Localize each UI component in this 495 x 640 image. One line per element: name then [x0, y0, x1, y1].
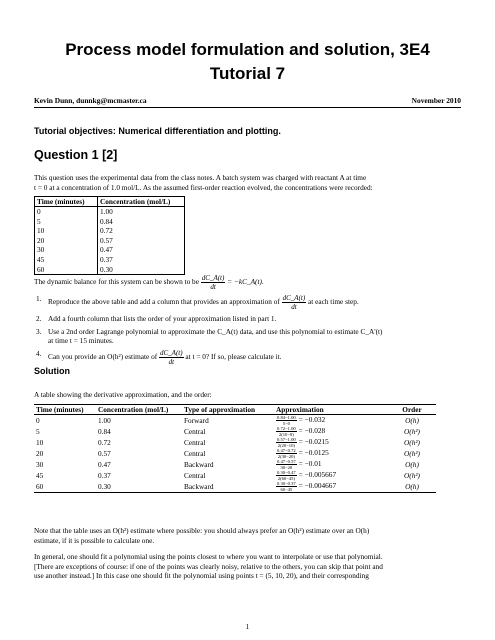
table-cell: 1.00: [98, 207, 185, 217]
tutorial-objectives: Tutorial objectives: Numerical differentiation and plotting.: [34, 126, 281, 136]
document-title: Process model formulation and solution, 3E4: [65, 40, 430, 59]
approximation-value: = −0.032: [298, 415, 326, 425]
note-line-2: estimate, if it is possible to calculate one.: [34, 535, 155, 545]
item-fraction-den: dt: [168, 357, 175, 366]
table-row: [35, 226, 185, 236]
approximation-cell: [274, 415, 390, 427]
table-row: [34, 415, 436, 427]
approximation-fraction: [276, 481, 297, 492]
question-intro: [34, 173, 462, 192]
fraction-denominator: 2(60−45): [277, 476, 295, 481]
item-fraction-den: dt: [291, 303, 297, 311]
balance-fraction: [201, 274, 226, 291]
table-cell: 30: [35, 245, 98, 255]
table-cell: 10: [35, 226, 98, 236]
question-item-list: [34, 294, 462, 366]
item-text-continued: at time t = 15 minutes.: [48, 336, 114, 346]
fraction-denominator: 30−20: [280, 465, 293, 470]
table-cell: 0.30: [98, 265, 185, 275]
table-header-cell: Approximation: [274, 405, 390, 415]
approximation-value: = −0.0125: [298, 448, 329, 458]
balance-prefix: The dynamic balance for this system can be shown to be: [34, 277, 199, 287]
fraction-numerator: 0.47−0.72: [277, 448, 296, 453]
table-cell: 0.47: [98, 245, 185, 255]
table-row: [34, 481, 436, 493]
item-number: 3.: [36, 326, 42, 336]
fraction-denominator: 5−0: [282, 421, 290, 426]
item-fraction-num: dC_A(t): [282, 294, 306, 302]
balance-suffix: = −kC_A(t).: [227, 277, 264, 287]
question-intro-line-2: t = 0 at a concentration of 1.0 mol/L. As the assumed first-order reaction evolved, the concentrations were recorded:: [34, 182, 373, 192]
table-cell: 0.84: [98, 217, 185, 227]
order-cell: O(h): [405, 459, 419, 469]
table-header-cell: Time (minutes): [34, 405, 96, 415]
table-header-row: [34, 405, 436, 415]
table-row: [35, 245, 185, 255]
table-cell: 60: [35, 265, 98, 275]
table-header-cell: Time (minutes): [35, 197, 98, 207]
question-item: [34, 294, 462, 311]
order-cell: O(h²): [404, 448, 420, 458]
approximation-cell: [274, 448, 390, 459]
concentration-cell: 0.72: [98, 437, 111, 447]
approximation-cell: [274, 470, 390, 481]
question-item: [34, 314, 462, 324]
item-fraction: [159, 349, 184, 366]
table-header-cell: Concentration (mol/L): [98, 197, 185, 207]
approximation-value: = −0.0215: [298, 437, 329, 447]
table-cell: 0.72: [98, 226, 185, 236]
general-line-2: [There are exceptions of course: if one of the points was clearly noisy, relative to the others, you can skip that point and: [34, 561, 383, 571]
table-header-cell: Type of approximation: [182, 405, 274, 415]
approximation-type-cell: Forward: [184, 415, 209, 425]
item-number: 2.: [36, 314, 42, 323]
table-row: [35, 217, 185, 227]
fraction-denominator: 60−45: [280, 487, 293, 492]
table-cell: 45: [35, 255, 98, 265]
concentration-cell: 0.47: [98, 459, 111, 469]
item-text: Can you provide an O(h²) estimate of: [48, 351, 158, 361]
approximation-type-cell: Backward: [184, 481, 214, 491]
approximation-fraction: [276, 415, 297, 426]
item-text: Reproduce the above table and add a column that provides an approximation of: [48, 297, 280, 307]
time-cell: 45: [36, 470, 44, 480]
table-row: [34, 437, 436, 448]
balance-numerator: dC_A(t): [201, 274, 225, 282]
concentration-cell: 1.00: [98, 415, 111, 425]
question-intro-line-1: This question uses the experimental data from the class notes. A batch system was charged with reactant A at time: [34, 173, 367, 182]
order-cell: O(h): [405, 481, 419, 491]
table-row: [34, 448, 436, 459]
derivative-table: [34, 404, 436, 493]
general-line-1: In general, one should fit a polynomial using the points closest to where you want to interpolate or use that polynomial.: [34, 552, 383, 561]
table-row: [34, 426, 436, 437]
item-tail: at t = 0? If so, please calculate it.: [185, 351, 282, 361]
fraction-denominator: 2(30−20): [277, 454, 295, 459]
table-row: [35, 207, 185, 217]
table-header-cell: Order: [390, 405, 436, 415]
approximation-fraction: [276, 426, 297, 437]
derivative-table-body: [34, 415, 436, 493]
approximation-type-cell: Central: [184, 448, 206, 458]
table-cell: 0.37: [98, 255, 185, 265]
time-cell: 60: [36, 481, 44, 491]
order-cell: O(h): [405, 415, 419, 425]
approximation-type-cell: Backward: [184, 459, 214, 469]
table-row: [34, 459, 436, 470]
item-number: 4.: [36, 348, 42, 358]
approximation-cell: [274, 459, 390, 470]
table-row: [35, 236, 185, 246]
general-paragraph: [34, 552, 462, 581]
item-tail: at each time step.: [308, 297, 359, 307]
approximation-fraction: [276, 470, 297, 481]
question-item: [34, 327, 462, 346]
concentration-cell: 0.84: [98, 426, 111, 436]
table-row: [34, 470, 436, 481]
table-cell: 0: [35, 207, 98, 217]
approximation-type-cell: Central: [184, 426, 206, 436]
table-header-row: [35, 197, 185, 207]
approximation-cell: [274, 437, 390, 448]
approximation-cell: [274, 426, 390, 437]
solution-heading: Solution: [34, 366, 70, 376]
dynamic-balance: [34, 274, 462, 291]
page-number: 1: [245, 622, 250, 631]
item-number: 1.: [36, 294, 42, 303]
approximation-cell: [274, 481, 390, 493]
fraction-numerator: 0.30−0.37: [277, 481, 296, 486]
fraction-numerator: 0.72−1.00: [277, 426, 296, 431]
approximation-fraction: [276, 459, 297, 470]
fraction-numerator: 0.57−1.00: [277, 437, 296, 442]
fraction-denominator: 2(20−10): [277, 443, 295, 448]
table-cell: 20: [35, 236, 98, 246]
table-cell: 5: [35, 217, 98, 227]
fraction-numerator: 0.84−1.00: [277, 415, 296, 420]
time-cell: 5: [36, 426, 40, 436]
approximation-fraction: [276, 437, 297, 448]
table-row: [35, 255, 185, 265]
note-line-1: Note that the table uses an O(h²) estimate where possible: you should always prefer an O(h²) estimate over an O(h): [34, 526, 370, 535]
note-paragraph: [34, 526, 462, 545]
time-cell: 10: [36, 437, 44, 447]
order-cell: O(h²): [404, 437, 420, 447]
header-rule: [34, 107, 461, 108]
solution-intro: A table showing the derivative approximation, and the order:: [34, 390, 212, 399]
approximation-value: = −0.01: [298, 459, 322, 469]
date-line: November 2010: [411, 96, 461, 105]
table-cell: 0.57: [98, 236, 185, 246]
item-text: Use a 2nd order Lagrange polynomial to approximate the C_A(t) data, and use this polynomial to estimate C_A'(t): [48, 326, 383, 336]
approximation-value: = −0.028: [298, 426, 326, 436]
time-cell: 30: [36, 459, 44, 469]
fraction-denominator: 2(10−0): [278, 432, 294, 437]
approximation-value: = −0.004667: [298, 481, 337, 491]
general-line-3: use another instead.] In this case one should fit the polynomial using points t = (5, 10, 20), and their corresponding: [34, 571, 369, 581]
concentration-cell: 0.37: [98, 470, 111, 480]
question-heading: Question 1 [2]: [34, 148, 118, 162]
table-header-cell: Concentration (mol/L): [96, 405, 182, 415]
item-text: Add a fourth column that lists the order of your approximation listed in part 1.: [48, 314, 277, 323]
approximation-fraction: [276, 448, 297, 459]
balance-denominator: dt: [210, 283, 216, 291]
order-cell: O(h²): [404, 426, 420, 436]
approximation-value: = −0.005667: [298, 470, 337, 480]
question-item: [34, 349, 462, 366]
time-cell: 0: [36, 415, 40, 425]
time-cell: 20: [36, 448, 44, 458]
author-line: Kevin Dunn, dunnkg@mcmaster.ca: [34, 96, 147, 105]
approximation-type-cell: Central: [184, 437, 206, 447]
order-cell: O(h²): [404, 470, 420, 480]
approximation-type-cell: Central: [184, 470, 206, 480]
concentration-cell: 0.57: [98, 448, 111, 458]
fraction-numerator: 0.47−0.57: [277, 459, 296, 464]
item-fraction: [282, 294, 307, 311]
concentration-table: [34, 196, 185, 275]
fraction-numerator: 0.30−0.47: [277, 470, 296, 475]
concentration-cell: 0.30: [98, 481, 111, 491]
document-subtitle: Tutorial 7: [209, 64, 286, 83]
item-fraction-num: dC_A(t): [160, 348, 183, 357]
